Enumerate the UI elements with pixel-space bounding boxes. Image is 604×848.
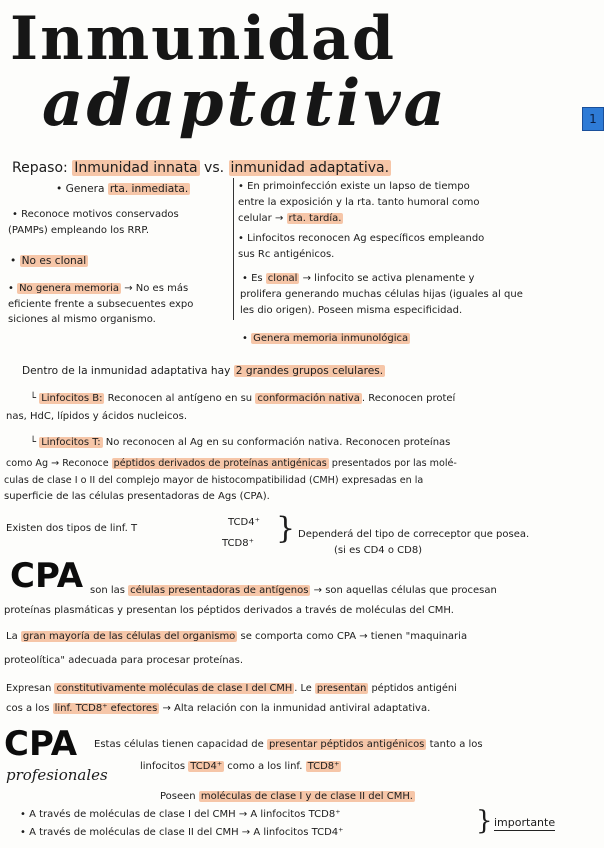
title-line-1: Inmunidad xyxy=(10,4,396,74)
linfocitos-t-l3: culas de clase I o II del complejo mayor de histocompatibilidad (CMH) expresadas en la xyxy=(4,475,424,486)
adapt-bullet-3-l1: • Es clonal → linfocito se activa plenamente y xyxy=(242,273,475,284)
innata-bullet-4-l2: eficiente frente a subsecuentes expo xyxy=(8,299,194,310)
linfocitos-t-l4: superficie de las células presentadoras de Ags (CPA). xyxy=(4,491,270,502)
tipos-linf-t: Existen dos tipos de linf. T xyxy=(6,523,138,534)
innata-bullet-4-l1: • No genera memoria → No es más xyxy=(8,283,189,294)
adapt-bullet-2-l1: • Linfocitos reconocen Ag específicos empleando xyxy=(238,233,485,244)
importante-label: importante xyxy=(494,816,556,829)
title-line-2: adaptativa xyxy=(42,66,448,141)
adapt-bullet-1-l3: celular → rta. tardía. xyxy=(238,213,342,224)
cpa-pro-l2: linfocitos TCD4⁺ como a los linf. TCD8⁺ xyxy=(140,761,340,772)
cpa-l1: son las células presentadoras de antígenos → son aquellas células que procesan xyxy=(90,585,497,596)
vs-text: vs. xyxy=(204,160,225,176)
linfocitos-t-l1: └ Linfocitos T: No reconocen al Ag en su conformación nativa. Reconocen proteínas xyxy=(30,437,451,448)
cpa-l5: Expresan constitutivamente moléculas de clase I del CMH . Le presentan péptidos antigéni xyxy=(6,683,457,694)
importante-brace: } xyxy=(476,806,493,836)
cpa-pro-bullet-2: • A través de moléculas de clase II del CMH → A linfocitos TCD4⁺ xyxy=(20,827,344,838)
adapt-bullet-1-l1: • En primoinfección existe un lapso de tiempo xyxy=(238,181,470,192)
tipos-brace: } xyxy=(276,511,296,546)
cpa-pro-subheading: profesionales xyxy=(6,766,108,784)
innata-bullet-1: • Genera rta. inmediata. xyxy=(56,183,189,195)
linfocitos-b-l1: └ Linfocitos B: Reconocen al antígeno en su conformación nativa . Reconocen proteí xyxy=(30,393,456,404)
adapt-bullet-3-l2: prolifera generando muchas células hijas (iguales al que xyxy=(240,289,523,300)
grupos-intro: Dentro de la inmunidad adaptativa hay 2 grandes grupos celulares. xyxy=(22,365,384,377)
adapt-bullet-1-l2: entre la exposición y la rta. tanto humoral como xyxy=(238,197,480,208)
repaso-label: Repaso: xyxy=(12,160,68,176)
adaptativa-highlight: inmunidad adaptativa. xyxy=(230,160,390,176)
linfocitos-b-l2: nas, HdC, lípidos y ácidos nucleicos. xyxy=(6,411,188,422)
repaso-header xyxy=(12,160,391,176)
linfocitos-t-l2: como Ag → Reconoce péptidos derivados de proteínas antigénicas presentados por las molé- xyxy=(6,458,457,469)
innata-bullet-2-l2: (PAMPs) empleando los RRP. xyxy=(8,225,150,236)
cpa-heading: CPA xyxy=(10,556,84,596)
innata-bullet-3: • No es clonal xyxy=(10,255,87,267)
column-divider xyxy=(233,178,234,320)
cpa-pro-bullet-1: • A través de moléculas de clase I del CMH → A linfocitos TCD8⁺ xyxy=(20,809,341,820)
cpa-l2: proteínas plasmáticas y presentan los péptidos derivados a través de moléculas del CMH. xyxy=(4,605,454,616)
adapt-bullet-3-l3: les dio origen). Poseen misma especificidad. xyxy=(240,305,463,316)
dependera-l1: Dependerá del tipo de correceptor que posea. xyxy=(298,529,530,540)
adapt-bullet-2-l2: sus Rc antigénicos. xyxy=(238,249,335,260)
tcd8-label: TCD8⁺ xyxy=(222,538,254,549)
dependera-l2: (si es CD4 o CD8) xyxy=(334,545,423,556)
innata-highlight: Inmunidad innata xyxy=(74,160,198,176)
cpa-l3: La gran mayoría de las células del organismo se comporta como CPA → tienen "maquinaria xyxy=(6,631,468,642)
innata-bullet-4-l3: siciones al mismo organismo. xyxy=(8,314,156,325)
cpa-pro-heading: CPA xyxy=(4,724,78,764)
page-number-badge: 1 xyxy=(582,107,604,131)
tcd4-label: TCD4⁺ xyxy=(228,517,260,528)
adapt-bullet-4: • Genera memoria inmunológica xyxy=(242,333,409,344)
cpa-pro-l3: Poseen moléculas de clase I y de clase II del CMH. xyxy=(160,791,413,802)
cpa-pro-l1: Estas células tienen capacidad de presentar péptidos antigénicos tanto a los xyxy=(94,739,483,750)
cpa-l4: proteolítica" adecuada para procesar proteínas. xyxy=(4,655,244,666)
innata-bullet-2-l1: • Reconoce motivos conservados xyxy=(12,209,179,220)
cpa-l6: cos a los linf. TCD8⁺ efectores → Alta relación con la inmunidad antiviral adaptativa. xyxy=(6,703,431,714)
